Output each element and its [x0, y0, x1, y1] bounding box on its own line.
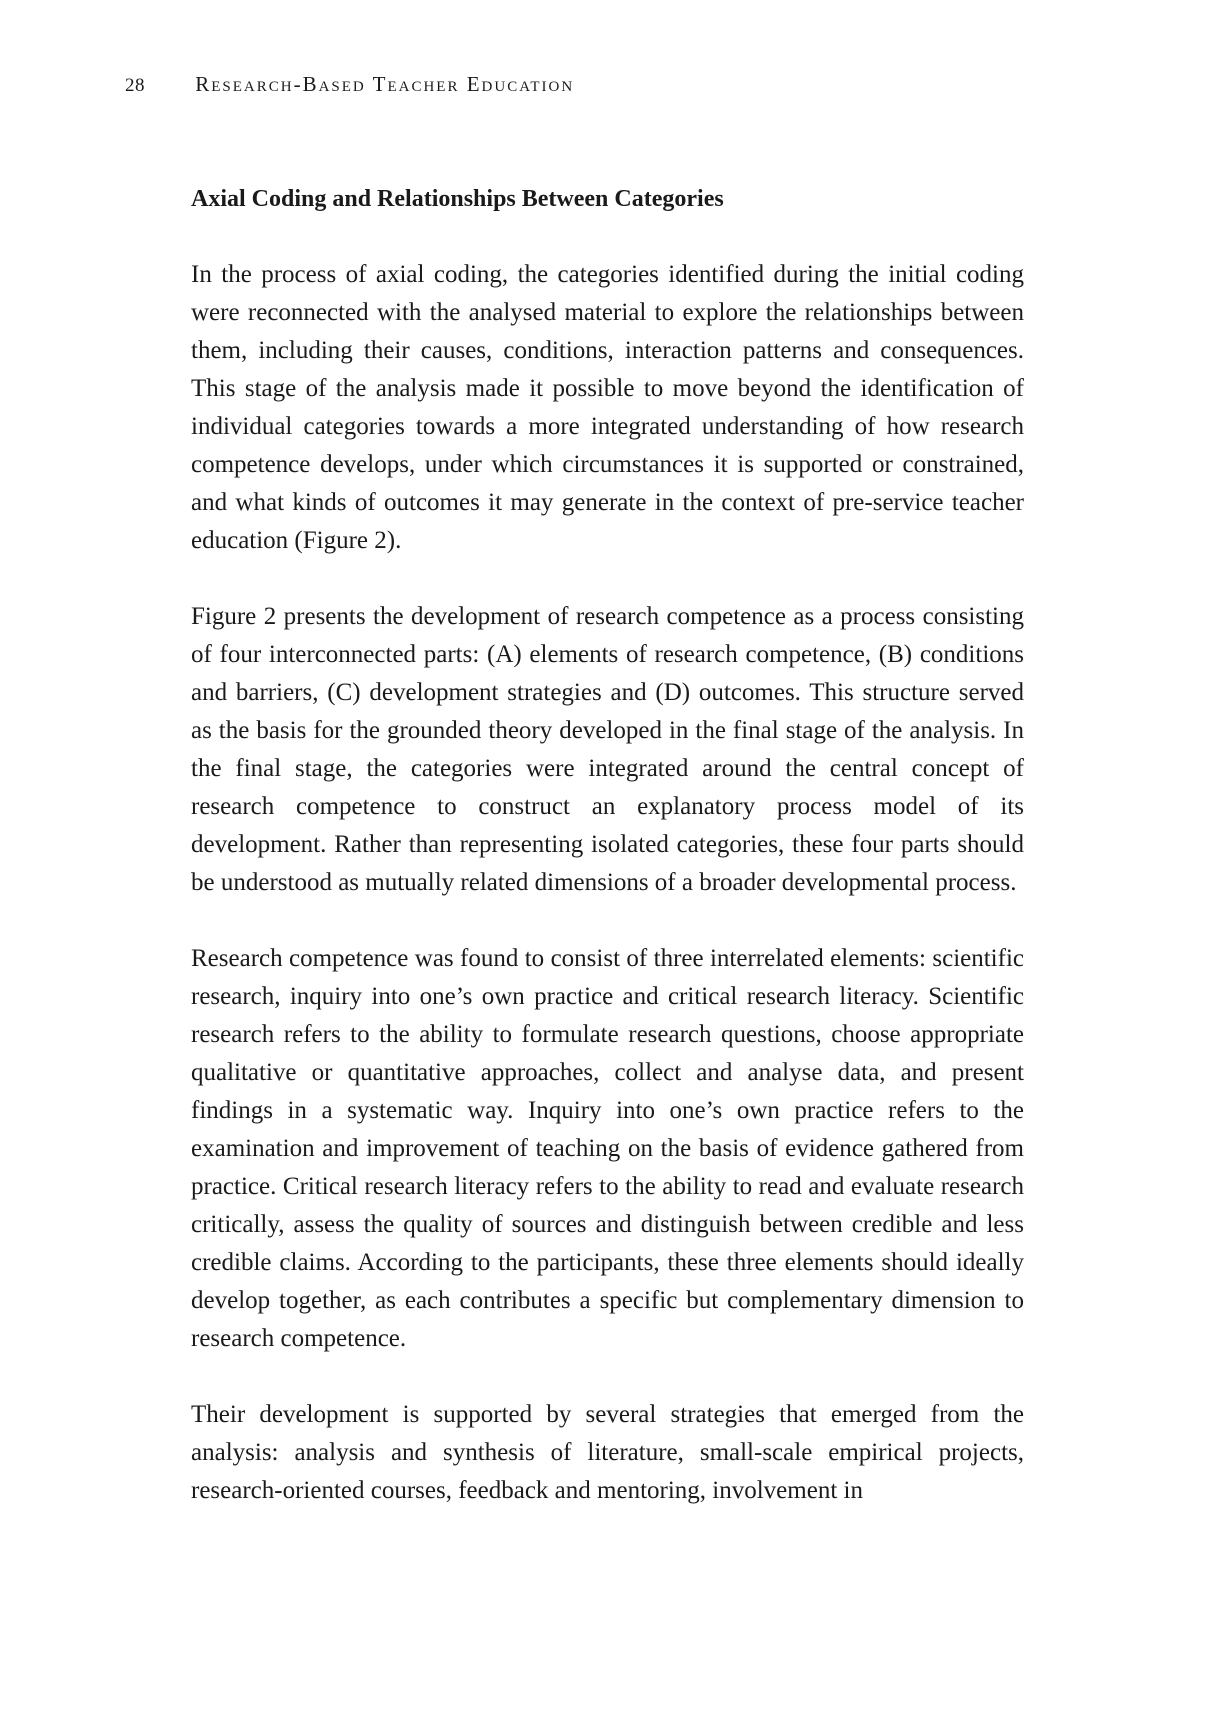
paragraph: In the process of axial coding, the categories identified during the initial coding were reconnected with the analysed material to explore the relationships between them, including their causes, conditions, interaction patterns and consequences. This stage of the analysis made it possible to move beyond the identification of individual categories towards a more integrated understanding of how research competence develops, under which circumstances it is supported or constrained, and what kinds of outcomes it may generate in the context of pre-service teacher education (Figure 2).: [191, 261, 1024, 554]
page-number: 28: [125, 75, 145, 96]
running-title: Research-Based Teacher Education: [195, 72, 575, 96]
section-heading: Axial Coding and Relationships Between Categories: [191, 186, 724, 212]
running-head: [125, 72, 574, 97]
paragraph: Figure 2 presents the development of research competence as a process consisting of four interconnected parts: (A) elements of research competence, (B) conditions and barriers, (C) development strategies and (D) outcomes. This structure served as the basis for the grounded theory developed in the final stage of the analysis. In the final stage, the categories were integrated around the central concept of research competence to construct an explanatory process model of its development. Rather than representing isolated categories, these four parts should be understood as mutually related dimensions of a broader developmental process.: [191, 603, 1024, 896]
page-body: [191, 182, 1024, 1548]
paragraph: Their development is supported by several strategies that emerged from the analysis: analysis and synthesis of literature, small-scale empirical projects, research-oriented courses, feedback and mentoring, involvement in: [191, 1401, 1024, 1504]
paragraph: Research competence was found to consist of three interrelated elements: scientific research, inquiry into one’s own practice and critical research literacy. Scientific research refers to the ability to formulate research questions, choose appropriate qualitative or quantitative approaches, collect and analyse data, and present findings in a systematic way. Inquiry into one’s own practice refers to the examination and improvement of teaching on the basis of evidence gathered from practice. Critical research literacy refers to the ability to read and evaluate research critically, assess the quality of sources and distinguish between credible and less credible claims. According to the participants, these three elements should ideally develop together, as each contributes a specific but complementary dimension to research competence.: [191, 945, 1024, 1352]
